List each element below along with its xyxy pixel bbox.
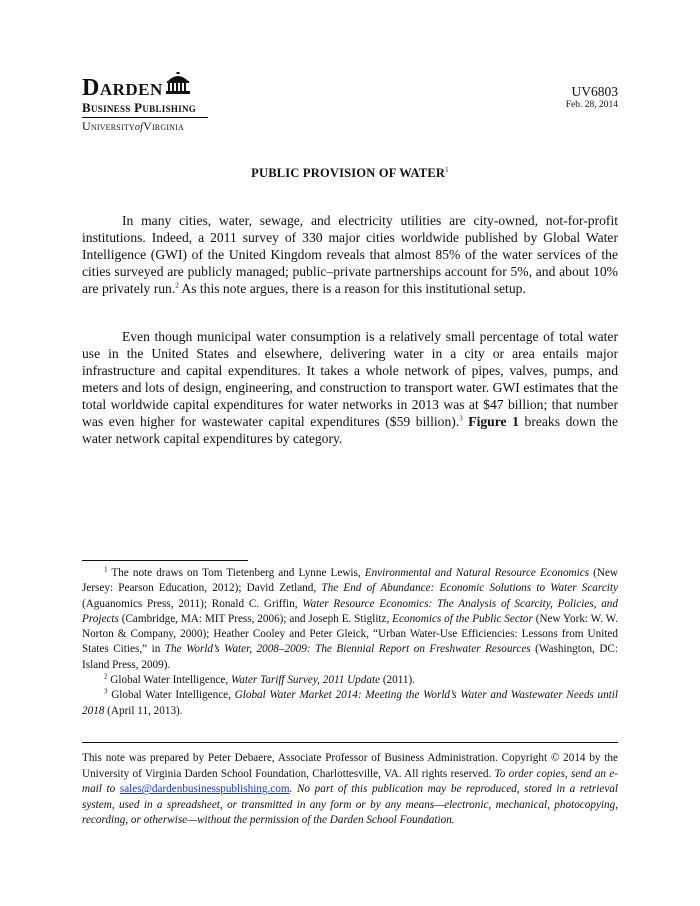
logo-divider bbox=[82, 117, 208, 118]
body-paragraph-2: Even though municipal water consumption is a relatively small percentage of total water use in the United States and elsewhere, delivering water in a city or area entails major infrastructure and capital expenditures. It takes a whole network of pipes, valves, pumps, and meters and lots of design, engineering, and construction to transport water. GWI estimates that the total worldwide capital expenditures for water networks in 2013 was at $47 billion; that number was even higher for wastewater capital expenditures ($59 billion).$^3$ Figure 1 breaks down the water network capital expenditures by category. bbox=[82, 329, 618, 446]
footnote-ref-3[interactable]: 3 bbox=[459, 414, 463, 423]
footnote-3: $^3$ Global Water Intelligence, Global Water Market 2014: Meeting the World’s Water and Wastewater Needs until 2018 (April 11, 2013). bbox=[82, 687, 618, 717]
sales-email-link[interactable]: sales@dardenbusinesspublishing.com bbox=[119, 783, 290, 796]
logo-university: UniversityofVirginia bbox=[82, 119, 185, 133]
footnote-1: $^1$ The note draws on Tom Tietenberg and Lynne Lewis, Environmental and Natural Resource Economics (New Jersey: Pearson Education, 2012); David Zetland, The End of Abundance: Economic Solutions to Water Scarcity (Aguanomics Press, 2011); Ronald C. Griffin, Water Resource Economics: The Analysis of Scarcity, Policies, and Projects (Cambridge, MA: MIT Press, 2006); and Joseph E. Stiglitz, Economics of the Public Sector (New York: W. W. Norton & Company, 2000); Heather Cooley and Peter Gleick, “Urban Water-Use Efficiencies: Lessons from United States Cities,” in The World’s Water, 2008–2009: The Biennial Report on Freshwater Resources (Washington, DC: Island Press, 2009). bbox=[82, 565, 618, 671]
case-date: Feb. 28, 2014 bbox=[565, 100, 618, 110]
footnote-ref-2[interactable]: 2 bbox=[175, 281, 179, 290]
case-code: UV6803 bbox=[571, 84, 618, 99]
logo-business-publishing: Business Publishing bbox=[82, 100, 197, 115]
figure-1-reference[interactable]: Figure 1 bbox=[468, 414, 519, 429]
notice-separator bbox=[82, 742, 618, 743]
case-identifier bbox=[566, 84, 618, 111]
body-paragraph-1: In many cities, water, sewage, and electricity utilities are city-owned, not-for-profit institutions. Indeed, a 2011 survey of 330 major cities worldwide published by Global Water Intelligence (GWI) of the United Kingdom reveals that almost 85% of the water services of the cities surveyed are publicly managed; public–private partnerships account for 5%, and about 10% are privately run.$^2$ As this note argues, there is a reason for this institutional setup. bbox=[82, 213, 618, 296]
logo-darden-wordmark: Darden bbox=[82, 75, 163, 101]
footnotes bbox=[82, 566, 618, 719]
darden-logo bbox=[82, 74, 212, 134]
rotunda-icon bbox=[165, 72, 191, 99]
document-title: PUBLIC PROVISION OF WATER$^1$ bbox=[251, 165, 449, 180]
footnote-separator bbox=[82, 560, 248, 561]
copyright-notice: This note was prepared by Peter Debaere, Associate Professor of Business Administration. Copyright © 2014 by the University of Virginia Darden School Foundation, Charlottesville, VA. All rights reserved. To order copies, send an e-mail to sales@dardenbusinesspublishing.com. No part of this publication may be reproduced, stored in a retrieval system, used in a spreadsheet, or transmitted in any form or by any means—electronic, mechanical, photocopying, recording, or otherwise—without the permission of the Darden School Foundation. bbox=[82, 752, 619, 827]
footnote-2: $^2$ Global Water Intelligence, Water Tariff Survey, 2011 Update (2011). bbox=[104, 672, 416, 687]
footnote-ref-1[interactable]: 1 bbox=[445, 165, 449, 174]
